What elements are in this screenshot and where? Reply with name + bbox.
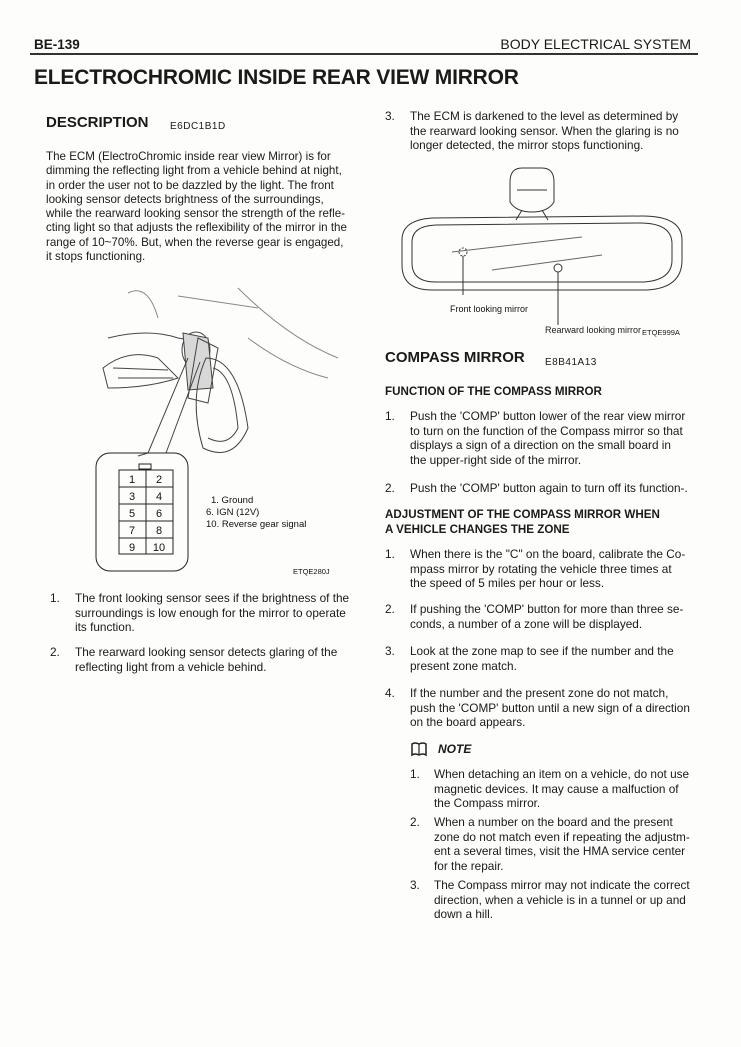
front-mirror-label: Front looking mirror [450, 304, 529, 314]
function-heading: FUNCTION OF THE COMPASS MIRROR [385, 385, 602, 398]
pin-label: 9 [128, 542, 136, 554]
pin-label: 5 [128, 508, 136, 520]
figure-code: ETQE999A [642, 328, 680, 337]
legend-item: 1. Ground [211, 495, 254, 506]
mirror-figure [392, 160, 692, 340]
header-rule [30, 53, 698, 55]
adjust-heading: ADJUSTMENT OF THE COMPASS MIRROR WHEN A VEHICLE CHANGES THE ZONE [385, 508, 660, 536]
pin-label: 8 [155, 525, 163, 537]
pin-label: 3 [128, 491, 136, 503]
note-label: NOTE [438, 742, 472, 756]
connector-figure [88, 278, 358, 588]
description-text: The ECM (ElectroChromic inside rear view Mirror) is for dimming the reflecting light from a vehicle behind at night, in order the user not to be dazzled by the light. The front looking sensor detects brightness of the surroundings, while the rearward looking sensor the strength of the refle- cting light so that adjusts the reflexibility of the mirror in the range of 10~70%. But, when the reverse gear is engaged, it stops functioning. [46, 150, 347, 264]
legend-item: 6. IGN (12V) [206, 507, 260, 518]
compass-heading: COMPASS MIRROR [385, 349, 525, 366]
page-title: ELECTROCHROMIC INSIDE REAR VIEW MIRROR [34, 66, 519, 89]
compass-code: E8B41A13 [545, 357, 597, 368]
book-icon [410, 741, 428, 757]
pin-label: 10 [152, 542, 166, 554]
description-code: E6DC1B1D [170, 121, 226, 132]
page-number: BE-139 [34, 37, 80, 52]
legend-item: 10. Reverse gear signal [206, 519, 307, 530]
description-heading: DESCRIPTION [46, 114, 149, 131]
rear-mirror-label: Rearward looking mirror [545, 325, 642, 335]
pin-label: 6 [155, 508, 163, 520]
pin-label: 1 [128, 474, 136, 486]
pin-label: 7 [128, 525, 136, 537]
pin-label: 4 [155, 491, 163, 503]
pin-label: 2 [155, 474, 163, 486]
section-title: BODY ELECTRICAL SYSTEM [500, 36, 691, 52]
figure-code: ETQE280J [293, 567, 330, 576]
